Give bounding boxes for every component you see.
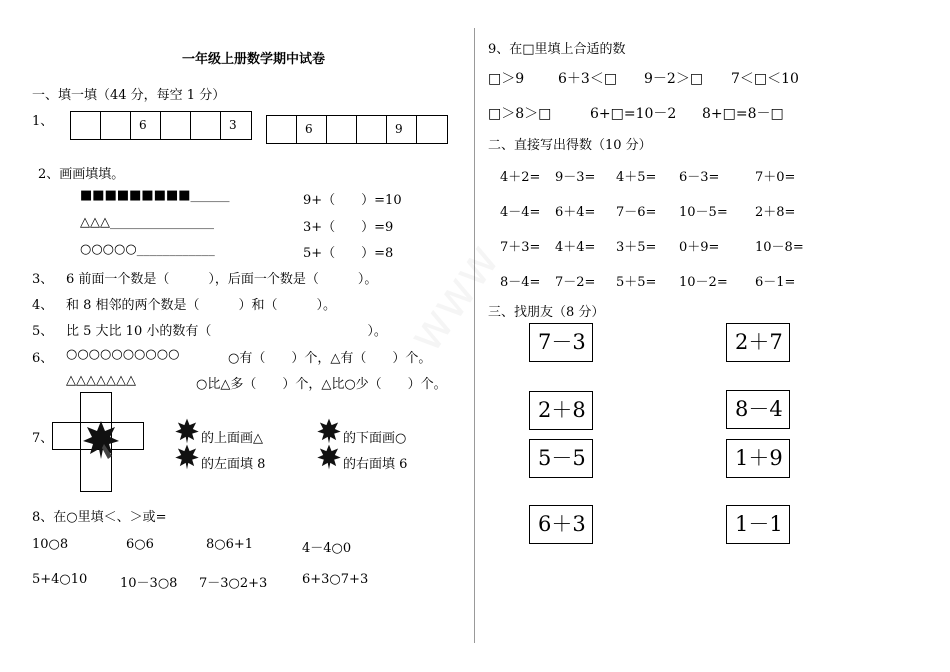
watermark xyxy=(397,234,510,363)
q7-item-left: 的左面填 8 xyxy=(201,457,266,472)
q6-circles: ○○○○○○○○○○ xyxy=(66,347,180,362)
q1a-cell[interactable] xyxy=(161,112,191,139)
q4-text[interactable]: 和 8 相邻的两个数是（ ）和（ ）。 xyxy=(66,298,337,313)
q1a-cell[interactable] xyxy=(101,112,131,139)
q2-equation[interactable]: 5+（ ）=8 xyxy=(303,246,394,261)
friend-card-left[interactable]: 6＋3 xyxy=(529,505,593,544)
friend-card-right[interactable]: 2＋7 xyxy=(726,323,790,362)
arithmetic-problem[interactable]: 6－3= xyxy=(679,170,720,185)
q8-compare[interactable]: 10○8 xyxy=(32,537,69,552)
section-2-heading: 二、直接写出得数（10 分） xyxy=(488,138,652,153)
q1-number: 1、 xyxy=(32,114,54,129)
q7-item-right: 的右面填 6 xyxy=(343,457,408,472)
arithmetic-problem[interactable]: 10－8= xyxy=(755,240,804,255)
arithmetic-problem[interactable]: 7－2= xyxy=(555,275,596,290)
maple-leaf-icon xyxy=(316,418,342,444)
page-title: 一年级上册数学期中试卷 xyxy=(182,52,326,67)
q7-item-below: 的下面画○ xyxy=(343,431,407,446)
arithmetic-problem[interactable]: 4＋4= xyxy=(555,240,596,255)
arithmetic-problem[interactable]: 4＋5= xyxy=(616,170,657,185)
arithmetic-problem[interactable]: 10－5= xyxy=(679,205,728,220)
q8-compare[interactable]: 5+4○10 xyxy=(32,572,88,587)
q8-compare[interactable]: 6○6 xyxy=(126,537,154,552)
q2-shapes-squares: ■■■■■■■■■______ xyxy=(80,188,230,203)
friend-card-left[interactable]: 7－3 xyxy=(529,323,593,362)
q9-item[interactable]: □＞9 xyxy=(488,71,525,87)
q9-item[interactable]: 6＋3＜□ xyxy=(558,71,618,87)
q9-item[interactable]: 6+□=10－2 xyxy=(590,106,677,122)
q7-number: 7、 xyxy=(32,431,54,446)
q2-equation[interactable]: 3+（ ）=9 xyxy=(303,220,394,235)
q9-label: 9、在□里填上合适的数 xyxy=(488,42,626,57)
q1b-cell[interactable] xyxy=(267,116,297,143)
q2-shapes-circles: ○○○○○____________ xyxy=(80,242,215,257)
arithmetic-problem[interactable]: 7－6= xyxy=(616,205,657,220)
friend-card-right[interactable]: 8－4 xyxy=(726,390,790,429)
q1b-cell: 6 xyxy=(297,116,327,143)
q3-text[interactable]: 6 前面一个数是（ ），后面一个数是（ ）。 xyxy=(66,272,378,287)
q6-row1-question[interactable]: ○有（ ）个，△有（ ）个。 xyxy=(228,351,432,366)
arithmetic-problem[interactable]: 7＋0= xyxy=(755,170,796,185)
maple-leaf-icon xyxy=(82,420,120,460)
arithmetic-problem[interactable]: 4－4= xyxy=(500,205,541,220)
column-divider xyxy=(474,28,475,643)
section-3-heading: 三、找朋友（8 分） xyxy=(488,305,605,320)
q9-item[interactable]: 8+□=8－□ xyxy=(702,106,784,122)
maple-leaf-icon xyxy=(316,444,342,470)
q5-number: 5、 xyxy=(32,324,54,339)
q2-equation[interactable]: 9+（ ）=10 xyxy=(303,193,402,208)
q1-box-row-a xyxy=(70,111,252,140)
q1b-cell[interactable] xyxy=(357,116,387,143)
q6-number: 6、 xyxy=(32,351,54,366)
q1a-cell[interactable] xyxy=(191,112,221,139)
arithmetic-problem[interactable]: 7＋3= xyxy=(500,240,541,255)
maple-leaf-icon xyxy=(174,418,200,444)
q7-item-above: 的上面画△ xyxy=(201,431,263,446)
q1-box-row-b xyxy=(266,115,448,144)
friend-card-left[interactable]: 2＋8 xyxy=(529,391,593,430)
q8-compare[interactable]: 6+3○7+3 xyxy=(302,572,369,587)
q1a-cell: 3 xyxy=(229,118,237,132)
arithmetic-problem[interactable]: 6－1= xyxy=(755,275,796,290)
q5-text[interactable]: 比 5 大比 10 小的数有（ ）。 xyxy=(66,324,387,339)
q2-label: 2、画画填填。 xyxy=(38,167,125,182)
q9-item[interactable]: 9－2＞□ xyxy=(644,71,704,87)
q8-label: 8、在○里填＜、＞或= xyxy=(32,510,167,525)
q9-item[interactable]: □＞8＞□ xyxy=(488,106,552,122)
q8-compare[interactable]: 8○6+1 xyxy=(206,537,254,552)
friend-card-right[interactable]: 1＋9 xyxy=(726,439,790,478)
q6-row2-question[interactable]: ○比△多（ ）个，△比○少（ ）个。 xyxy=(196,377,447,392)
arithmetic-problem[interactable]: 9－3= xyxy=(555,170,596,185)
q2-shapes-triangles: △△△________________ xyxy=(80,215,214,230)
arithmetic-problem[interactable]: 3＋5= xyxy=(616,240,657,255)
arithmetic-problem[interactable]: 8－4= xyxy=(500,275,541,290)
q6-triangles: △△△△△△△ xyxy=(66,373,136,388)
maple-leaf-icon xyxy=(174,444,200,470)
section-1-heading: 一、填一填（44 分，每空 1 分） xyxy=(32,88,226,103)
q3-number: 3、 xyxy=(32,272,54,287)
arithmetic-problem[interactable]: 10－2= xyxy=(679,275,728,290)
q1a-cell: 6 xyxy=(131,112,161,139)
friend-card-left[interactable]: 5－5 xyxy=(529,439,593,478)
arithmetic-problem[interactable]: 5＋5= xyxy=(616,275,657,290)
q8-compare[interactable]: 7－3○2+3 xyxy=(199,576,268,591)
arithmetic-problem[interactable]: 4＋2= xyxy=(500,170,541,185)
arithmetic-problem[interactable]: 0＋9= xyxy=(679,240,720,255)
q1a-cell[interactable] xyxy=(71,112,101,139)
arithmetic-problem[interactable]: 2＋8= xyxy=(755,205,796,220)
q1b-cell: 9 xyxy=(387,116,417,143)
q8-compare[interactable]: 4－4○0 xyxy=(302,541,352,556)
arithmetic-problem[interactable]: 6＋4= xyxy=(555,205,596,220)
q1b-cell[interactable] xyxy=(327,116,357,143)
friend-card-right[interactable]: 1－1 xyxy=(726,505,790,544)
q1b-cell[interactable] xyxy=(417,116,447,143)
q8-compare[interactable]: 10－3○8 xyxy=(120,576,178,591)
q4-number: 4、 xyxy=(32,298,54,313)
q9-item[interactable]: 7＜□＜10 xyxy=(731,71,799,87)
